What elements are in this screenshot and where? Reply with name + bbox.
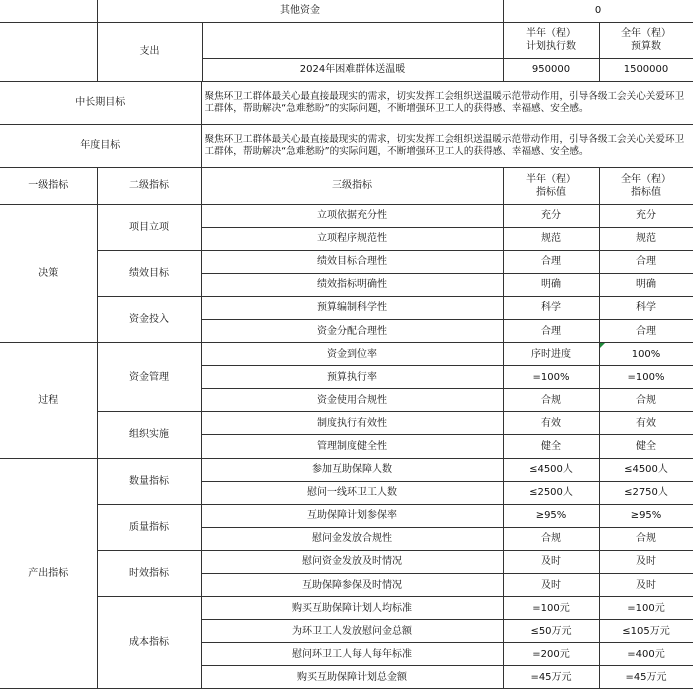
full-year-value: 及时 bbox=[599, 574, 693, 597]
full-year-value: =400元 bbox=[599, 643, 693, 666]
level2-cell: 时效指标 bbox=[97, 550, 201, 596]
level3-cell: 资金到位率 bbox=[201, 343, 503, 366]
level1-cell: 产出指标 bbox=[0, 458, 97, 689]
full-year-value: 及时 bbox=[599, 550, 693, 573]
half-year-value: ≥95% bbox=[503, 504, 599, 527]
other-funds-label: 其他资金 bbox=[97, 0, 503, 22]
level3-cell: 慰问资金发放及时情况 bbox=[201, 550, 503, 573]
level3-cell: 慰问环卫工人每人每年标准 bbox=[201, 643, 503, 666]
full-year-value: 合理 bbox=[599, 250, 693, 273]
project-name: 2024年困难群体送温暖 bbox=[299, 64, 406, 75]
indicator-row bbox=[0, 204, 693, 227]
half-year-value: =100% bbox=[503, 366, 599, 389]
level3-cell: 参加互助保障人数 bbox=[201, 458, 503, 481]
half-year-value: 合规 bbox=[503, 527, 599, 550]
full-year-value: =100% bbox=[599, 366, 693, 389]
full-year-value: =45万元 bbox=[599, 666, 693, 689]
half-year-value: =200元 bbox=[503, 643, 599, 666]
level3-cell: 慰问金发放合规性 bbox=[201, 527, 503, 550]
long-term-goal-row bbox=[0, 81, 693, 124]
indicator-row bbox=[0, 597, 693, 620]
indicator-header-row bbox=[0, 167, 693, 204]
level2-cell: 成本指标 bbox=[97, 597, 201, 689]
full-year-value: 合理 bbox=[599, 319, 693, 342]
indicator-row bbox=[0, 504, 693, 527]
indicator-row bbox=[0, 550, 693, 573]
half-year-value: 健全 bbox=[503, 435, 599, 458]
other-funds-value: 0 bbox=[503, 0, 693, 22]
level3-cell: 互助保障参保及时情况 bbox=[201, 574, 503, 597]
level3-header: 三级指标 bbox=[201, 167, 503, 204]
half-year-exec-header: 半年（程） 计划执行数 bbox=[503, 22, 599, 59]
annual-goal-label: 年度目标 bbox=[0, 124, 201, 167]
full-year-value: 充分 bbox=[599, 204, 693, 227]
full-year-budget-header: 全年（程） 预算数 bbox=[599, 22, 693, 59]
full-year-value: 合规 bbox=[599, 389, 693, 412]
annual-goal-text: 聚焦环卫工群体最关心最直接最现实的需求，切实发挥工会组织送温暖示范带动作用，引导各级工会关心关爱环卫工群体，帮助解决“急难愁盼”的实际问题，不断增强环卫工人的获得感、幸福感、安全感。 bbox=[201, 124, 693, 167]
full-year-value: 明确 bbox=[599, 273, 693, 296]
annual-goal-row bbox=[0, 124, 693, 167]
full-year-indicator-header: 全年（程） 指标值 bbox=[599, 167, 693, 204]
level2-cell: 资金管理 bbox=[97, 343, 201, 412]
level3-cell: 管理制度健全性 bbox=[201, 435, 503, 458]
level2-cell: 组织实施 bbox=[97, 412, 201, 458]
half-year-value: 序时进度 bbox=[503, 343, 599, 366]
expenditure-header-row bbox=[0, 22, 693, 59]
half-year-value: ≤4500人 bbox=[503, 458, 599, 481]
level3-cell: 立项程序规范性 bbox=[201, 227, 503, 250]
half-year-value: 合规 bbox=[503, 389, 599, 412]
full-year-value: ≥95% bbox=[599, 504, 693, 527]
half-year-value: =45万元 bbox=[503, 666, 599, 689]
full-year-value: =100元 bbox=[599, 597, 693, 620]
level2-cell: 绩效目标 bbox=[97, 250, 201, 296]
level3-cell: 资金分配合理性 bbox=[201, 319, 503, 342]
half-year-value: ≤2500人 bbox=[503, 481, 599, 504]
full-year-value: ≤2750人 bbox=[599, 481, 693, 504]
level3-cell: 制度执行有效性 bbox=[201, 412, 503, 435]
level3-cell: 绩效目标合理性 bbox=[201, 250, 503, 273]
level1-cell: 决策 bbox=[0, 204, 97, 343]
half-year-value: 有效 bbox=[503, 412, 599, 435]
half-year-value: ≤50万元 bbox=[503, 620, 599, 643]
level3-cell: 立项依据充分性 bbox=[201, 204, 503, 227]
level1-cell: 过程 bbox=[0, 343, 97, 458]
half-year-value: =100元 bbox=[503, 597, 599, 620]
half-year-value: 明确 bbox=[503, 273, 599, 296]
level3-cell: 互助保障计划参保率 bbox=[201, 504, 503, 527]
level3-cell: 预算编制科学性 bbox=[201, 296, 503, 319]
level3-cell: 绩效指标明确性 bbox=[201, 273, 503, 296]
level2-cell: 质量指标 bbox=[97, 504, 201, 550]
full-year-value: 健全 bbox=[599, 435, 693, 458]
level3-cell: 资金使用合规性 bbox=[201, 389, 503, 412]
half-year-value: 规范 bbox=[503, 227, 599, 250]
full-year-value: 规范 bbox=[599, 227, 693, 250]
full-year-value: 有效 bbox=[599, 412, 693, 435]
half-year-value: 科学 bbox=[503, 296, 599, 319]
blank-cell bbox=[0, 0, 97, 22]
level2-cell: 资金投入 bbox=[97, 296, 201, 342]
project-half-value: 950000 bbox=[503, 59, 599, 81]
half-year-value: 合理 bbox=[503, 250, 599, 273]
level3-cell: 为环卫工人发放慰问金总额 bbox=[201, 620, 503, 643]
level1-header: 一级指标 bbox=[0, 167, 97, 204]
full-year-value: ≤105万元 bbox=[599, 620, 693, 643]
project-full-value: 1500000 bbox=[599, 59, 693, 81]
full-year-value: 科学 bbox=[599, 296, 693, 319]
level3-cell: 购买互助保障计划总金额 bbox=[201, 666, 503, 689]
half-year-indicator-header: 半年（程） 指标值 bbox=[503, 167, 599, 204]
level3-cell: 慰问一线环卫工人数 bbox=[201, 481, 503, 504]
long-term-goal-label: 中长期目标 bbox=[0, 81, 201, 124]
full-year-value: 合规 bbox=[599, 527, 693, 550]
indicator-row bbox=[0, 458, 693, 481]
long-term-goal-text: 聚焦环卫工群体最关心最直接最现实的需求，切实发挥工会组织送温暖示范带动作用，引导各级工会关心关爱环卫工群体，帮助解决“急难愁盼”的实际问题，不断增强环卫工人的获得感、幸福感、安全感。 bbox=[201, 81, 693, 124]
level2-cell: 数量指标 bbox=[97, 458, 201, 504]
half-year-value: 及时 bbox=[503, 574, 599, 597]
level2-cell: 项目立项 bbox=[97, 204, 201, 250]
full-year-value: ≤4500人 bbox=[599, 458, 693, 481]
half-year-value: 充分 bbox=[503, 204, 599, 227]
expenditure-label-text: 支出 bbox=[98, 23, 203, 81]
other-funds-row bbox=[0, 0, 693, 22]
expenditure-label bbox=[97, 22, 503, 81]
blank-cell bbox=[0, 22, 97, 81]
level3-cell: 预算执行率 bbox=[201, 366, 503, 389]
full-year-value: 100% bbox=[599, 343, 693, 366]
half-year-value: 及时 bbox=[503, 550, 599, 573]
indicator-row bbox=[0, 296, 693, 319]
indicator-row bbox=[0, 343, 693, 366]
indicator-row bbox=[0, 412, 693, 435]
level2-header: 二级指标 bbox=[97, 167, 201, 204]
level3-cell: 购买互助保障计划人均标准 bbox=[201, 597, 503, 620]
half-year-value: 合理 bbox=[503, 319, 599, 342]
indicator-row bbox=[0, 250, 693, 273]
